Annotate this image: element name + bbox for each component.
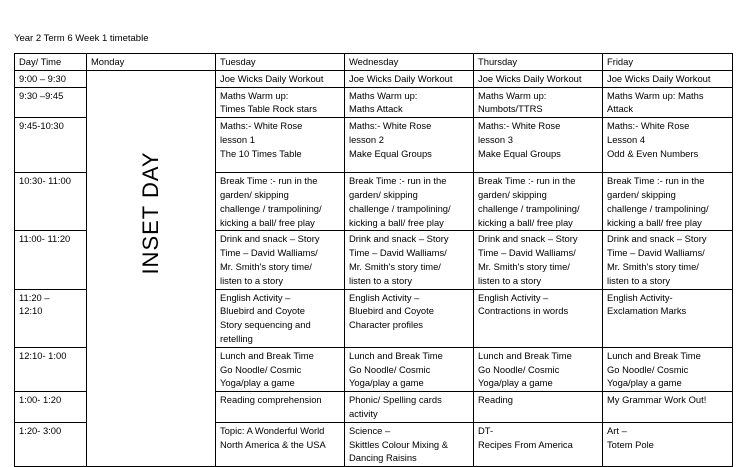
cell-line: Time – David Walliams/ (220, 247, 318, 259)
cell-line: retelling (220, 332, 253, 344)
cell-line: Joe Wicks Daily Workout (478, 72, 582, 84)
cell-line: Mr. Smith's story time/ (607, 260, 699, 272)
thursday-cell (474, 289, 603, 347)
friday-cell (603, 392, 733, 423)
cell-line: Go Noodle/ Cosmic (220, 363, 302, 375)
cell-line: garden/ skipping (607, 188, 676, 200)
cell-line: Go Noodle/ Cosmic (607, 363, 689, 375)
cell-line: Lunch and Break Time (220, 349, 314, 361)
cell-line: Break Time :- run in the (220, 175, 318, 187)
cell-line: Bluebird and Coyote (349, 305, 434, 317)
cell-line: Bluebird and Coyote (220, 305, 305, 317)
time-cell: 9:45-10:30 (15, 118, 87, 173)
cell-line: Yoga/play a game (478, 377, 553, 389)
friday-cell (603, 289, 733, 347)
cell-line: Story sequencing and (220, 319, 311, 331)
friday-cell (603, 70, 733, 87)
wednesday-cell (345, 118, 474, 173)
cell-line: Maths Warm up: (349, 89, 418, 101)
wednesday-cell (345, 70, 474, 87)
cell-line: Maths:- White Rose (220, 120, 303, 132)
cell-line: Lunch and Break Time (349, 349, 443, 361)
cell-line: kicking a ball/ free play (607, 216, 702, 228)
wednesday-cell (345, 422, 474, 466)
inset-day-label: INSET DAY (138, 151, 163, 275)
time-cell: 1:00- 1:20 (15, 392, 87, 423)
cell-line: kicking a ball/ free play (220, 216, 315, 228)
wednesday-cell (345, 392, 474, 423)
cell-line: Make Equal Groups (349, 147, 432, 159)
cell-line: garden/ skipping (478, 188, 547, 200)
header-monday: Monday (87, 54, 216, 71)
cell-line: Exclamation Marks (607, 305, 687, 317)
cell-line: lesson 2 (349, 133, 384, 145)
cell-line: challenge / trampolining/ (220, 202, 322, 214)
cell-line: Dancing Raisins (349, 452, 417, 464)
page-title: Year 2 Term 6 Week 1 timetable (14, 33, 149, 44)
cell-line: Maths:- White Rose (478, 120, 561, 132)
cell-line: Topic: A Wonderful World (220, 424, 325, 436)
tuesday-cell (216, 392, 345, 423)
cell-line: Drink and snack – Story (478, 233, 578, 245)
header-friday: Friday (603, 54, 733, 71)
cell-line: Character profiles (349, 319, 423, 331)
cell-line: Drink and snack – Story (607, 233, 707, 245)
tuesday-cell (216, 173, 345, 231)
cell-line: Maths Attack (349, 103, 403, 115)
thursday-cell (474, 392, 603, 423)
cell-line: listen to a story (220, 274, 284, 286)
cell-line: Reading comprehension (220, 394, 322, 406)
cell-line: garden/ skipping (349, 188, 418, 200)
thursday-cell (474, 231, 603, 289)
cell-line: Break Time :- run in the (607, 175, 705, 187)
tuesday-cell (216, 289, 345, 347)
thursday-cell (474, 118, 603, 173)
cell-line: Totem Pole (607, 438, 654, 450)
friday-cell (603, 87, 733, 118)
cell-line: listen to a story (478, 274, 542, 286)
time-cell: 11:00- 11:20 (15, 231, 87, 289)
tuesday-cell (216, 118, 345, 173)
time-cell (15, 289, 87, 347)
cell-line: lesson 3 (478, 133, 513, 145)
cell-line: Time – David Walliams/ (607, 247, 705, 259)
cell-line: Contractions in words (478, 305, 569, 317)
wednesday-cell (345, 87, 474, 118)
cell-line: Break Time :- run in the (478, 175, 576, 187)
wednesday-cell (345, 173, 474, 231)
cell-line: Yoga/play a game (349, 377, 424, 389)
cell-line: activity (349, 407, 378, 419)
cell-line: listen to a story (607, 274, 671, 286)
cell-line: Lesson 4 (607, 133, 646, 145)
tuesday-cell (216, 347, 345, 391)
cell-line: English Activity – (478, 291, 549, 303)
cell-line: North America & the USA (220, 438, 326, 450)
cell-line: Recipes From America (478, 438, 573, 450)
cell-line: Maths:- White Rose (349, 120, 432, 132)
tuesday-cell (216, 422, 345, 466)
cell-line: Mr. Smith's story time/ (478, 260, 570, 272)
cell-line: Joe Wicks Daily Workout (349, 72, 453, 84)
cell-line: Joe Wicks Daily Workout (607, 72, 711, 84)
header-tuesday: Tuesday (216, 54, 345, 71)
cell-line: listen to a story (349, 274, 413, 286)
cell-line: challenge / trampolining/ (478, 202, 580, 214)
cell-line: challenge / trampolining/ (607, 202, 709, 214)
friday-cell (603, 422, 733, 466)
cell-line: Time – David Walliams/ (478, 247, 576, 259)
cell-line: Yoga/play a game (220, 377, 295, 389)
time-cell: 9:00 – 9:30 (15, 70, 87, 87)
cell-line: Drink and snack – Story (220, 233, 320, 245)
cell-line: Numbots/TTRS (478, 103, 543, 115)
cell-line: Maths Warm up: (220, 89, 289, 101)
cell-line: Drink and snack – Story (349, 233, 449, 245)
cell-line: Attack (607, 103, 634, 115)
cell-line: Maths:- White Rose (607, 120, 690, 132)
cell-line: Maths Warm up: Maths (607, 89, 704, 101)
cell-line: Skittles Colour Mixing & (349, 438, 448, 450)
tuesday-cell (216, 231, 345, 289)
wednesday-cell (345, 289, 474, 347)
cell-line: English Activity – (349, 291, 420, 303)
friday-cell (603, 231, 733, 289)
thursday-cell (474, 173, 603, 231)
cell-line: Make Equal Groups (478, 147, 561, 159)
friday-cell (603, 347, 733, 391)
time-cell: 10:30- 11:00 (15, 173, 87, 231)
cell-line: Lunch and Break Time (607, 349, 701, 361)
time-line: 11:20 – (19, 291, 50, 303)
cell-line: English Activity – (220, 291, 291, 303)
time-cell: 12:10- 1:00 (15, 347, 87, 391)
header-row (15, 54, 733, 71)
cell-line: Time – David Walliams/ (349, 247, 447, 259)
wednesday-cell (345, 347, 474, 391)
cell-line: kicking a ball/ free play (478, 216, 573, 228)
cell-line: Odd & Even Numbers (607, 147, 699, 159)
cell-line: Phonic/ Spelling cards (349, 394, 442, 406)
cell-line: My Grammar Work Out! (607, 394, 707, 406)
timetable (14, 53, 733, 467)
cell-line: Joe Wicks Daily Workout (220, 72, 324, 84)
thursday-cell (474, 347, 603, 391)
cell-line: Go Noodle/ Cosmic (478, 363, 560, 375)
cell-line: Times Table Rock stars (220, 103, 317, 115)
cell-line: Art – (607, 424, 627, 436)
monday-inset-cell (87, 70, 216, 466)
cell-line: Reading (478, 394, 513, 406)
thursday-cell (474, 70, 603, 87)
thursday-cell (474, 87, 603, 118)
friday-cell (603, 173, 733, 231)
cell-line: Go Noodle/ Cosmic (349, 363, 431, 375)
time-cell: 9:30 –9:45 (15, 87, 87, 118)
header-thursday: Thursday (474, 54, 603, 71)
table-row (15, 70, 733, 87)
cell-line: Yoga/play a game (607, 377, 682, 389)
time-line: 12:10 (19, 305, 43, 317)
time-cell: 1:20- 3:00 (15, 422, 87, 466)
cell-line: lesson 1 (220, 133, 255, 145)
cell-line: Lunch and Break Time (478, 349, 572, 361)
cell-line: Mr. Smith's story time/ (220, 260, 312, 272)
header-wednesday: Wednesday (345, 54, 474, 71)
thursday-cell (474, 422, 603, 466)
cell-line: The 10 Times Table (220, 147, 302, 159)
cell-line: Maths Warm up: (478, 89, 547, 101)
tuesday-cell (216, 70, 345, 87)
wednesday-cell (345, 231, 474, 289)
cell-line: English Activity- (607, 291, 673, 303)
header-day-time: Day/ Time (15, 54, 87, 71)
tuesday-cell (216, 87, 345, 118)
cell-line: kicking a ball/ free play (349, 216, 444, 228)
cell-line: Mr. Smith's story time/ (349, 260, 441, 272)
cell-line: challenge / trampolining/ (349, 202, 451, 214)
cell-line: Science – (349, 424, 391, 436)
friday-cell (603, 118, 733, 173)
cell-line: DT- (478, 424, 494, 436)
cell-line: garden/ skipping (220, 188, 289, 200)
cell-line: Break Time :- run in the (349, 175, 447, 187)
